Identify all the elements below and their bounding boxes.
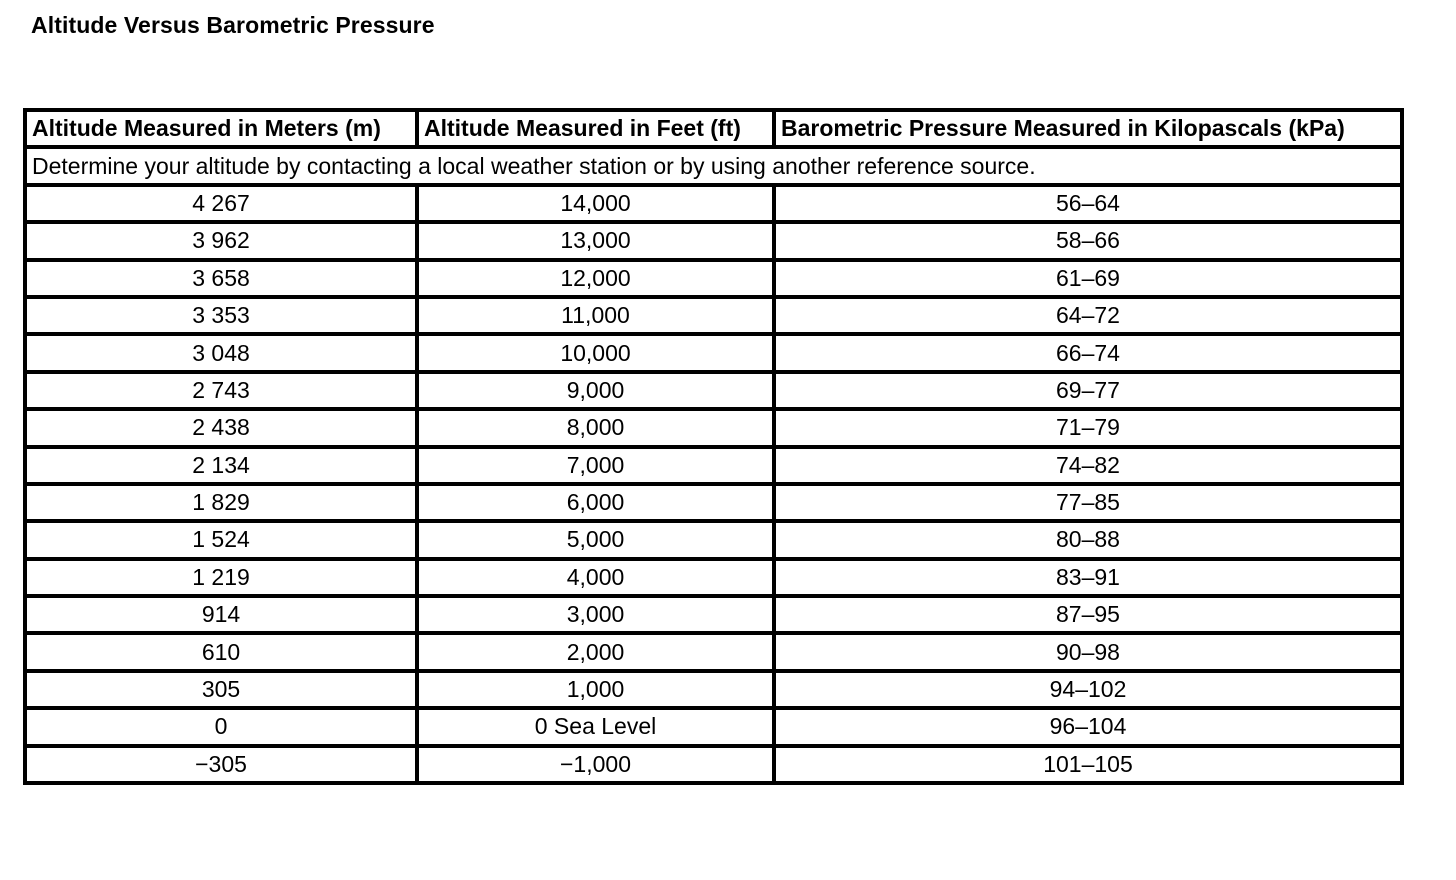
table-row bbox=[25, 409, 1402, 446]
meters-cell: 1 524 bbox=[25, 521, 417, 558]
table-row bbox=[25, 559, 1402, 596]
header-pressure: Barometric Pressure Measured in Kilopascals (kPa) bbox=[774, 110, 1402, 147]
feet-cell: 11,000 bbox=[417, 297, 774, 334]
table-header-row bbox=[25, 110, 1402, 147]
table-row bbox=[25, 671, 1402, 708]
table-row bbox=[25, 746, 1402, 783]
pressure-cell: 64–72 bbox=[774, 297, 1402, 334]
altitude-pressure-table bbox=[23, 108, 1404, 785]
pressure-cell: 94–102 bbox=[774, 671, 1402, 708]
pressure-cell: 58–66 bbox=[774, 222, 1402, 259]
table-row bbox=[25, 708, 1402, 745]
pressure-cell: 80–88 bbox=[774, 521, 1402, 558]
meters-cell: 610 bbox=[25, 633, 417, 670]
table-row bbox=[25, 334, 1402, 371]
feet-cell: 8,000 bbox=[417, 409, 774, 446]
pressure-cell: 69–77 bbox=[774, 372, 1402, 409]
meters-cell: 2 743 bbox=[25, 372, 417, 409]
pressure-cell: 90–98 bbox=[774, 633, 1402, 670]
meters-cell: 0 bbox=[25, 708, 417, 745]
meters-cell: 3 048 bbox=[25, 334, 417, 371]
table-row bbox=[25, 633, 1402, 670]
feet-cell: 5,000 bbox=[417, 521, 774, 558]
pressure-cell: 56–64 bbox=[774, 185, 1402, 222]
table-row bbox=[25, 447, 1402, 484]
feet-cell: 13,000 bbox=[417, 222, 774, 259]
feet-cell: 3,000 bbox=[417, 596, 774, 633]
table-row bbox=[25, 185, 1402, 222]
feet-cell: 9,000 bbox=[417, 372, 774, 409]
page-title: Altitude Versus Barometric Pressure bbox=[31, 12, 435, 38]
feet-cell: −1,000 bbox=[417, 746, 774, 783]
table-row bbox=[25, 297, 1402, 334]
meters-cell: 914 bbox=[25, 596, 417, 633]
table-row bbox=[25, 260, 1402, 297]
meters-cell: 2 438 bbox=[25, 409, 417, 446]
header-feet: Altitude Measured in Feet (ft) bbox=[417, 110, 774, 147]
meters-cell: 3 658 bbox=[25, 260, 417, 297]
note-row bbox=[25, 147, 1402, 184]
feet-cell: 12,000 bbox=[417, 260, 774, 297]
meters-cell: 305 bbox=[25, 671, 417, 708]
pressure-cell: 96–104 bbox=[774, 708, 1402, 745]
pressure-cell: 87–95 bbox=[774, 596, 1402, 633]
feet-cell: 0 Sea Level bbox=[417, 708, 774, 745]
pressure-cell: 66–74 bbox=[774, 334, 1402, 371]
feet-cell: 14,000 bbox=[417, 185, 774, 222]
feet-cell: 2,000 bbox=[417, 633, 774, 670]
table-row bbox=[25, 521, 1402, 558]
pressure-cell: 101–105 bbox=[774, 746, 1402, 783]
pressure-cell: 74–82 bbox=[774, 447, 1402, 484]
pressure-cell: 83–91 bbox=[774, 559, 1402, 596]
header-meters: Altitude Measured in Meters (m) bbox=[25, 110, 417, 147]
meters-cell: 1 219 bbox=[25, 559, 417, 596]
table-row bbox=[25, 222, 1402, 259]
table-row bbox=[25, 484, 1402, 521]
table-row bbox=[25, 372, 1402, 409]
meters-cell: 2 134 bbox=[25, 447, 417, 484]
meters-cell: 3 353 bbox=[25, 297, 417, 334]
meters-cell: 3 962 bbox=[25, 222, 417, 259]
pressure-cell: 61–69 bbox=[774, 260, 1402, 297]
meters-cell: −305 bbox=[25, 746, 417, 783]
feet-cell: 4,000 bbox=[417, 559, 774, 596]
meters-cell: 4 267 bbox=[25, 185, 417, 222]
table-row bbox=[25, 596, 1402, 633]
feet-cell: 10,000 bbox=[417, 334, 774, 371]
feet-cell: 1,000 bbox=[417, 671, 774, 708]
meters-cell: 1 829 bbox=[25, 484, 417, 521]
note-text: Determine your altitude by contacting a local weather station or by using another reference source. bbox=[25, 147, 1402, 184]
pressure-cell: 77–85 bbox=[774, 484, 1402, 521]
feet-cell: 6,000 bbox=[417, 484, 774, 521]
feet-cell: 7,000 bbox=[417, 447, 774, 484]
pressure-cell: 71–79 bbox=[774, 409, 1402, 446]
